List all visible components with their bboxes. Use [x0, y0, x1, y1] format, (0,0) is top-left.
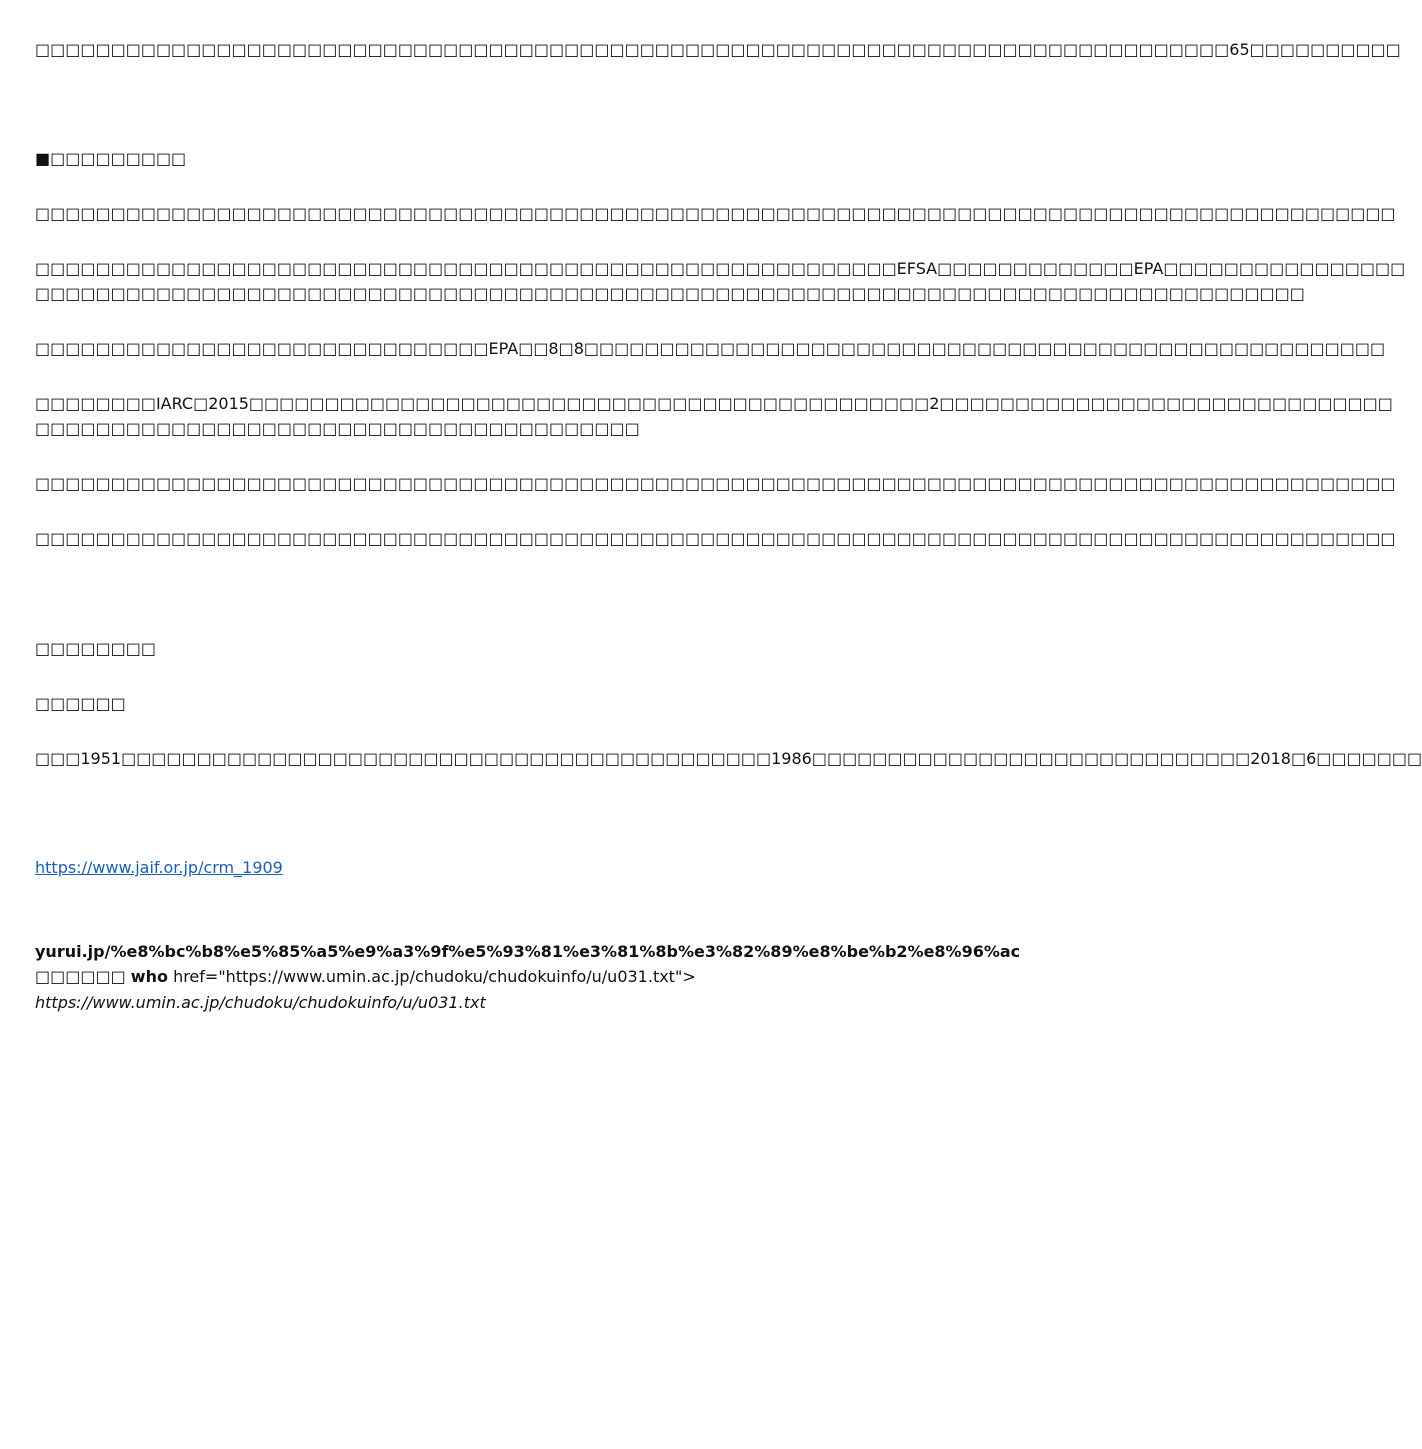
paragraph-line-5: □□□□□□□□□□□□□□□□□□□□□□□□□□□□□□□□□□□□□□□□□□□□□□□□□□□□□□□□□□□□□□□□□□□□□□□□□□□□□□□□□□□□□□□□□□: [35, 474, 1396, 493]
author-heading: □□□□□□□□: [35, 639, 156, 658]
section-heading: ■□□□□□□□□□: [35, 149, 187, 168]
author-bio: □□□1951□□□□□□□□□□□□□□□□□□□□□□□□□□□□□□□□□□□□□□□□□□□1986□□□□□□□□□□□□□□□□□□□□□□□□□□□□□2018□6□□□□□□□: [35, 749, 1422, 768]
who-reference-line: [35, 965, 990, 989]
who-prefix: □□□□□□: [35, 967, 126, 986]
who-href: href="https://www.umin.ac.jp/chudoku/chudokuinfo/u/u031.txt">: [173, 967, 696, 986]
document-page: [35, 0, 1422, 1449]
reference-link[interactable]: https://www.jaif.or.jp/crm_1909: [35, 858, 283, 877]
paragraph-line-2: □□□□□□□□□□□□□□□□□□□□□□□□□□□□□□□□□□□□□□□□□□□□□□□□□□□□□□□□□EFSA□□□□□□□□□□□□□EPA□□□□□□□□□□□□□□□□: [35, 259, 1406, 278]
italic-reference-url: https://www.umin.ac.jp/chudoku/chudokuinfo/u/u031.txt: [35, 993, 486, 1012]
who-label: who: [130, 967, 168, 986]
paragraph-line-3: □□□□□□□□□□□□□□□□□□□□□□□□□□□□□□EPA□□8□8□□□□□□□□□□□□□□□□□□□□□□□□□□□□□□□□□□□□□□□□□□□□□□□□□□□□□: [35, 339, 1386, 358]
bold-reference-url: yurui.jp/%e8%bc%b8%e5%85%a5%e9%a3%9f%e5%93%81%e3%81%8b%e3%82%89%e8%be%b2%e8%96%ac: [35, 942, 1021, 961]
paragraph-intro-line-1: □□□□□□□□□□□□□□□□□□□□□□□□□□□□□□□□□□□□□□□□□□□□□□□□□□□□□□□□□□□□□□□□□□□□□□□□□□□□□□□65□□□□□□□□□□: [35, 40, 1401, 59]
paragraph-line-4: □□□□□□□□IARC□2015□□□□□□□□□□□□□□□□□□□□□□□□□□□□□□□□□□□□□□□□□□□□□2□□□□□□□□□□□□□□□□□□□□□□□□□□□□□□: [35, 394, 1393, 413]
paragraph-line-4b: □□□□□□□□□□□□□□□□□□□□□□□□□□□□□□□□□□□□□□□□: [35, 419, 640, 438]
author-name: □□□□□□: [35, 694, 126, 713]
paragraph-line-2b: □□□□□□□□□□□□□□□□□□□□□□□□□□□□□□□□□□□□□□□□□□□□□□□□□□□□□□□□□□□□□□□□□□□□□□□□□□□□□□□□□□□□: [35, 284, 1305, 303]
paragraph-line-6: □□□□□□□□□□□□□□□□□□□□□□□□□□□□□□□□□□□□□□□□□□□□□□□□□□□□□□□□□□□□□□□□□□□□□□□□□□□□□□□□□□□□□□□□□□: [35, 529, 1396, 548]
paragraph-line-1: □□□□□□□□□□□□□□□□□□□□□□□□□□□□□□□□□□□□□□□□□□□□□□□□□□□□□□□□□□□□□□□□□□□□□□□□□□□□□□□□□□□□□□□□□□: [35, 204, 1396, 223]
